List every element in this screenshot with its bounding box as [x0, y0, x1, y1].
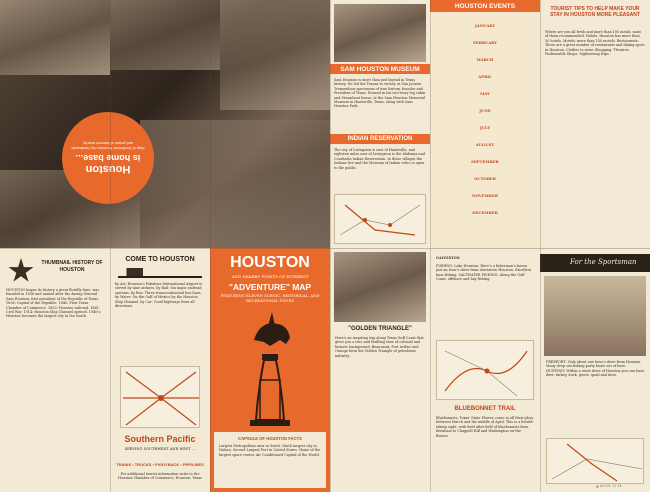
- event-month: AUGUST: [475, 142, 495, 147]
- history-text: HOUSTON began its history a great floridly time, was founded in 1836 and named after the daring General Sam Houston, first president of the Republic of Texas. 1836: Capital of the Republic. 1840: First Texas Chamber of Commerce. 1853: Houston railroad. 1861: Civil War. 1914: Houston Ship Channel opened. 1940's: Houston becomes the largest city in the South.: [6, 288, 102, 319]
- sportsman-heading: For the Sportsman: [570, 258, 637, 266]
- fishing-text: FISHING: Lake Houston: Here's a fisherman's haven just an hour's drive from downtown Houston. Excellent bass fishing. SALTWATER FISHING: Along the Gulf Coast, offshore and bay fishing.: [436, 264, 532, 282]
- fold-5: [540, 0, 541, 492]
- reservation-map-svg: [335, 195, 427, 245]
- indian-text: The city of Livingston is east of Huntsville, and eighteen miles east of Livingston is the Alabama and Coushatta Indian Reservation. In these villages the Indians live and the Museum of Indian relics is open to the public.: [334, 148, 425, 170]
- sportsman-illustration: [544, 276, 646, 356]
- museum-photo: [334, 4, 426, 62]
- sportsman-panel: [540, 248, 650, 492]
- sportsman-map-svg: [547, 439, 645, 485]
- houston-rail-map: [120, 366, 200, 428]
- horizontal-fold: [0, 248, 650, 249]
- triangle-heading: "GOLDEN TRIANGLE": [348, 326, 412, 332]
- fold-1: [110, 0, 111, 492]
- cover-featuring: FEATURING ELEVEN SCENIC, HISTORICAL, AND RECREATIONAL TOURS: [220, 293, 320, 303]
- bluebonnet-heading: BLUEBONNET TRAIL: [454, 406, 516, 412]
- golden-triangle-photo: [334, 252, 426, 322]
- sam-houston-text: Sam Houston is more than just legend in Texas history. He led the Texans to victory at San Jacinto. Tremendous specimens of true history, founder and President of Texas. Housed in his two-story log cabin and Steamboat house, at the Sam Houston Memorial Museum in Huntsville, Texas, along with Sam Houston Park.: [334, 78, 426, 109]
- hunting-text: FREEPORT: Only about one hour's drive from Houston. Many deep sea fishing party boats out of here. HUNTING: Within a short drive of Houston you can hunt deer, turkey, duck, geese, quail and dove.: [546, 360, 644, 378]
- event-month: JANUARY: [474, 23, 496, 28]
- events-panel: [430, 0, 540, 248]
- event-month: JULY: [479, 125, 491, 130]
- fold-3: [330, 0, 331, 492]
- home-base-circle: [62, 112, 154, 204]
- come-heading: COME TO HOUSTON: [125, 256, 195, 263]
- rail-map-svg: [121, 367, 201, 429]
- houston-collage-photo: [0, 0, 330, 248]
- home-base-title: Houston: [85, 162, 131, 175]
- facts-box: [214, 432, 326, 488]
- tips-text: Where are you all fresh and more than 100 meals, most of them recommended. Hotels: Houston has more than 50 hotels. Motels: more than 150 motels. Restaurants: There are a great number of restaurants and dining spots in Houston. Clothes to wear. Shopping. Theatres. Fashionable Shops. Sightseeing trips.: [545, 30, 645, 57]
- come-text: by Air: Houston's Fabulous International Airport is served by nine airlines. by Rail: Six major railroad systems. by Bus: Three transcontinental bus lines. by Water: On the Gulf of Mexico by the Houston Ship Channel. by Car: Good highways from all directions.: [115, 282, 203, 309]
- skyline-photo: [0, 0, 110, 75]
- come-to-houston-panel: [110, 248, 210, 492]
- events-heading: HOUSTON EVENTS: [454, 3, 516, 10]
- event-month: DECEMBER: [472, 210, 498, 215]
- history-heading: THUMBNAIL HISTORY OF HOUSTON: [41, 260, 103, 273]
- indian-heading: INDIAN RESERVATION: [347, 136, 413, 142]
- southern-pacific-logo: Southern Pacific: [124, 434, 196, 444]
- city-aerial-photo: [140, 120, 330, 248]
- home-base-caption: Map of Southwest Houston city landmarks and points of interest nearby: [71, 141, 145, 150]
- sam-houston-heading: SAM HOUSTON MUSEUM: [340, 66, 420, 73]
- reservation-route-map: [334, 194, 426, 244]
- fold-4: [430, 0, 431, 492]
- tips-heading: TOURIST TIPS TO HELP MAKE YOUR STAY IN HOUSTON MORE PLEASANT: [550, 6, 640, 18]
- triangle-text: Here's an inspiring trip along Texas Gulf Coast that gives you a true and thrilling view of colonial and historic background. Beaumont, Port Arthur and Orange form the Golden Triangle of petroleum industry.: [335, 336, 424, 358]
- galveston-heading: GALVESTON: [436, 256, 460, 260]
- cover-panel: [210, 248, 330, 492]
- sam-houston-panel: [330, 0, 430, 248]
- event-month: JUNE: [479, 108, 491, 113]
- print-stamp: ▲ A0281 15-14: [596, 484, 622, 488]
- tips-panel: [540, 0, 650, 248]
- train-illustration: [118, 268, 202, 278]
- facts-text: Largest Metropolitan area in South. Ninth largest city in Nation. Second Largest Port in United States. Home of the largest space center. Air Conditioned Capital of the World.: [219, 444, 321, 457]
- history-panel: [0, 248, 110, 492]
- skyscraper-photo: [220, 0, 330, 110]
- event-month: SEPTEMBER: [471, 159, 499, 164]
- event-month: NOVEMBER: [471, 193, 498, 198]
- bluebonnet-text: Bluebonnets, Texas' State Flower, come in all their glory between March and the middle of April. This is a breath-taking sight, with field after field of bluebonnets from Brenham to Chappell Hill and Washington-on-the-Brazos.: [436, 416, 534, 438]
- sam-houston-statue-icon: [240, 310, 300, 430]
- sp-services: TRAINS • TRUCKS • PIGGYBACK • PIPELINES: [116, 462, 204, 467]
- events-list: [434, 15, 536, 215]
- bluebonnet-map-svg: [437, 341, 535, 401]
- sp-note: For additional tourist information write to the Houston Chamber of Commerce, Houston, Texas: [118, 472, 202, 481]
- galveston-panel: [430, 248, 540, 492]
- bluebonnet-route-map: [436, 340, 534, 400]
- cover-title: HOUSTON: [230, 254, 310, 271]
- cover-map-title: "ADVENTURE" MAP: [228, 282, 312, 292]
- sportsman-map: [546, 438, 644, 484]
- home-base-subtitle: is home base...: [75, 152, 141, 163]
- event-month: MAY: [480, 91, 490, 96]
- event-month: APRIL: [478, 74, 492, 79]
- event-month: MARCH: [476, 57, 494, 62]
- texas-star-icon: [8, 258, 34, 284]
- statue-illustration: [240, 310, 300, 430]
- event-month: FEBRUARY: [473, 40, 497, 45]
- astrodome-photo: [110, 0, 220, 70]
- facts-heading: CAPSULE OF HOUSTON FACTS: [238, 436, 302, 441]
- fold-2: [210, 0, 211, 492]
- event-month: OCTOBER: [474, 176, 496, 181]
- sp-tagline: SERVING SOUTHWEST AND WEST ...: [124, 447, 196, 451]
- golden-triangle-panel: [330, 248, 430, 492]
- cover-subtitle: AND NEARBY POINTS OF INTEREST: [231, 274, 309, 279]
